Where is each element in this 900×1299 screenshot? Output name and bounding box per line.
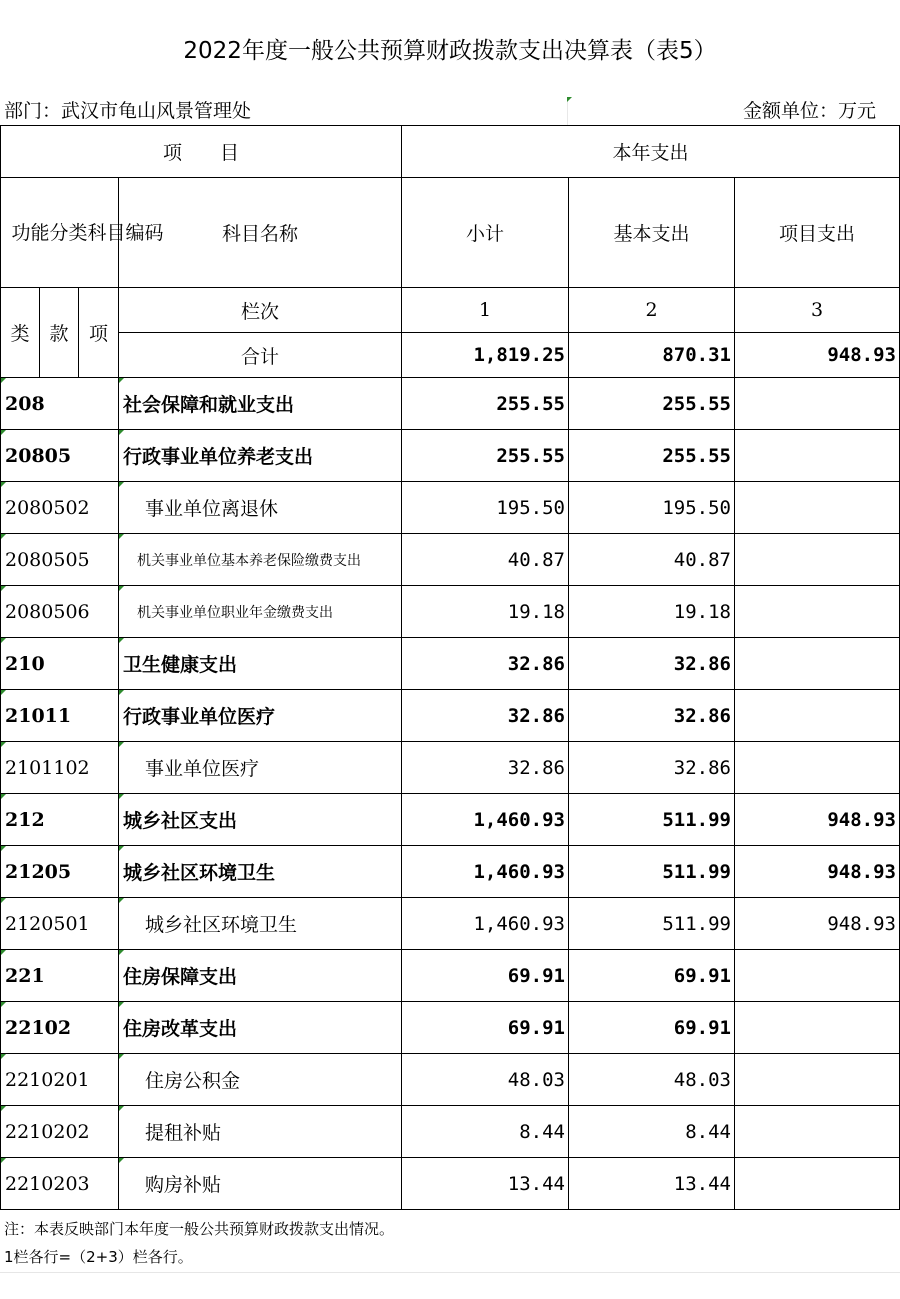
subtotal-value: 40.87 <box>402 534 569 586</box>
subtotal-value: 19.18 <box>402 586 569 638</box>
subject-name-text: 城乡社区环境卫生 <box>123 862 276 884</box>
total-row <box>1 333 900 378</box>
col-number-1: 1 <box>402 288 569 333</box>
cell-marker-icon <box>119 690 124 695</box>
cell-marker-icon <box>1 378 6 383</box>
basic-value: 255.55 <box>569 378 735 430</box>
header-row-lanci <box>1 288 900 333</box>
cell-marker-icon <box>119 1054 124 1059</box>
col-number-2: 2 <box>569 288 735 333</box>
subject-name <box>119 534 402 586</box>
subject-code <box>1 950 119 1002</box>
subject-code <box>1 430 119 482</box>
subtotal-value: 1,460.93 <box>402 898 569 950</box>
subject-code <box>1 1158 119 1210</box>
subject-name-text: 提租补贴 <box>145 1122 222 1144</box>
table-row <box>1 638 900 690</box>
subject-name-text: 城乡社区支出 <box>123 810 238 832</box>
total-label: 合计 <box>119 333 402 378</box>
cell-marker-icon <box>119 534 124 539</box>
subject-name <box>119 638 402 690</box>
subtotal-value: 195.50 <box>402 482 569 534</box>
subject-name-text: 住房保障支出 <box>123 966 238 988</box>
table-row <box>1 742 900 794</box>
total-subtotal: 1,819.25 <box>402 333 569 378</box>
basic-value: 511.99 <box>569 898 735 950</box>
basic-value: 19.18 <box>569 586 735 638</box>
subject-code-text: 2080506 <box>5 600 90 623</box>
subject-name-text: 行政事业单位养老支出 <box>123 446 314 468</box>
basic-value: 13.44 <box>569 1158 735 1210</box>
subject-code-text: 2210203 <box>5 1172 90 1195</box>
project-value: 948.93 <box>735 846 900 898</box>
subtotal-value: 32.86 <box>402 690 569 742</box>
subtotal-value: 69.91 <box>402 950 569 1002</box>
table-row <box>1 794 900 846</box>
table-row <box>1 586 900 638</box>
basic-value: 40.87 <box>569 534 735 586</box>
subject-code-text: 22102 <box>5 1016 72 1039</box>
total-basic: 870.31 <box>569 333 735 378</box>
basic-value: 32.86 <box>569 638 735 690</box>
subtotal-value: 1,460.93 <box>402 794 569 846</box>
cell-marker-icon <box>119 794 124 799</box>
subject-name <box>119 950 402 1002</box>
project-value: 948.93 <box>735 794 900 846</box>
subject-code <box>1 794 119 846</box>
subtotal-value: 48.03 <box>402 1054 569 1106</box>
cell-marker-icon <box>1 1158 6 1163</box>
cell-marker-icon <box>119 586 124 591</box>
subject-name <box>119 742 402 794</box>
subject-name <box>119 898 402 950</box>
project-value <box>735 430 900 482</box>
subject-name-text: 机关事业单位职业年金缴费支出 <box>137 604 333 621</box>
subject-code <box>1 482 119 534</box>
subject-code-text: 2101102 <box>5 756 90 779</box>
subtotal-value: 255.55 <box>402 430 569 482</box>
basic-value: 511.99 <box>569 794 735 846</box>
subject-code-text: 21011 <box>5 704 72 727</box>
table-row <box>1 482 900 534</box>
subject-code-text: 20805 <box>5 444 72 467</box>
subtotal-value: 32.86 <box>402 742 569 794</box>
subject-code <box>1 690 119 742</box>
cell-marker-icon <box>1 586 6 591</box>
subject-name-text: 住房改革支出 <box>123 1018 238 1040</box>
header-row-1 <box>1 126 900 178</box>
table-row <box>1 1158 900 1210</box>
cell-marker-icon <box>119 378 124 383</box>
header-xiang: 项 <box>79 288 119 378</box>
note-line-1: 注：本表反映部门本年度一般公共预算财政拨款支出情况。 <box>4 1220 395 1238</box>
subject-code-text: 210 <box>5 652 45 675</box>
cell-marker-icon <box>119 898 124 903</box>
page-title: 2022年度一般公共预算财政拨款支出决算表（表5） <box>183 37 717 64</box>
basic-value: 32.86 <box>569 690 735 742</box>
project-value <box>735 1106 900 1158</box>
header-item: 项 目 <box>1 126 402 178</box>
subject-name <box>119 1002 402 1054</box>
subject-code <box>1 1002 119 1054</box>
subject-name <box>119 1054 402 1106</box>
cell-marker-icon <box>1 638 6 643</box>
subject-code <box>1 534 119 586</box>
table-row <box>1 690 900 742</box>
header-row-2 <box>1 178 900 288</box>
subject-code-text: 2080505 <box>5 548 90 571</box>
subject-name <box>119 1158 402 1210</box>
subject-name-text: 卫生健康支出 <box>123 654 238 676</box>
table-row <box>1 1054 900 1106</box>
subject-code-text: 21205 <box>5 860 72 883</box>
subject-name <box>119 482 402 534</box>
note-line-2: 1栏各行=（2+3）栏各行。 <box>4 1248 193 1266</box>
basic-value: 69.91 <box>569 950 735 1002</box>
cell-marker-icon <box>1 846 6 851</box>
cell-marker-icon <box>1 1002 6 1007</box>
subject-code <box>1 638 119 690</box>
subject-code-text: 212 <box>5 808 45 831</box>
project-value <box>735 1158 900 1210</box>
footer-divider <box>0 1272 900 1273</box>
subject-name <box>119 794 402 846</box>
basic-value: 32.86 <box>569 742 735 794</box>
header-current-year: 本年支出 <box>402 126 900 178</box>
subtotal-value: 69.91 <box>402 1002 569 1054</box>
subject-name-text: 事业单位医疗 <box>145 758 260 780</box>
cell-marker-icon <box>119 430 124 435</box>
cell-marker-icon <box>119 638 124 643</box>
header-lei: 类 <box>1 288 40 378</box>
subtotal-value: 32.86 <box>402 638 569 690</box>
subject-code <box>1 586 119 638</box>
subject-name <box>119 690 402 742</box>
header-subtotal: 小计 <box>402 178 569 288</box>
subject-name <box>119 586 402 638</box>
table-row <box>1 378 900 430</box>
basic-value: 69.91 <box>569 1002 735 1054</box>
project-value <box>735 378 900 430</box>
cell-marker-icon <box>1 482 6 487</box>
table-row <box>1 898 900 950</box>
department-label: 部门：武汉市龟山风景管理处 <box>4 100 252 122</box>
cell-marker-icon <box>1 534 6 539</box>
cell-marker-icon <box>1 898 6 903</box>
subject-name <box>119 846 402 898</box>
subject-name-text: 城乡社区环境卫生 <box>145 914 298 936</box>
basic-value: 48.03 <box>569 1054 735 1106</box>
header-func-code: 功能分类科目编码 <box>1 178 119 288</box>
subject-code <box>1 378 119 430</box>
cell-marker-icon <box>1 742 6 747</box>
cell-marker-icon <box>567 97 572 102</box>
project-value <box>735 1054 900 1106</box>
subject-name-text: 机关事业单位基本养老保险缴费支出 <box>137 552 361 569</box>
subject-name-text: 住房公积金 <box>145 1070 241 1092</box>
project-value <box>735 482 900 534</box>
subject-code-text: 2210201 <box>5 1068 90 1091</box>
subtotal-value: 1,460.93 <box>402 846 569 898</box>
cell-marker-icon <box>119 950 124 955</box>
subtotal-value: 13.44 <box>402 1158 569 1210</box>
subject-code-text: 208 <box>5 392 45 415</box>
project-value <box>735 586 900 638</box>
subject-code <box>1 1106 119 1158</box>
cell-marker-icon <box>119 1106 124 1111</box>
cell-marker-icon <box>119 1002 124 1007</box>
table-row <box>1 1002 900 1054</box>
subject-name-text: 社会保障和就业支出 <box>123 394 295 416</box>
basic-value: 8.44 <box>569 1106 735 1158</box>
project-value <box>735 534 900 586</box>
cell-marker-icon <box>1 1106 6 1111</box>
subject-code-text: 2080502 <box>5 496 90 519</box>
header-subject-name: 科目名称 <box>119 178 402 288</box>
header-lanci: 栏次 <box>119 288 402 333</box>
subject-code <box>1 846 119 898</box>
basic-value: 511.99 <box>569 846 735 898</box>
cell-marker-icon <box>1 430 6 435</box>
subject-code <box>1 742 119 794</box>
table-row <box>1 430 900 482</box>
project-value <box>735 1002 900 1054</box>
table-row <box>1 846 900 898</box>
basic-value: 255.55 <box>569 430 735 482</box>
table-row <box>1 950 900 1002</box>
subject-code <box>1 1054 119 1106</box>
cell-marker-icon <box>1 1054 6 1059</box>
col-number-3: 3 <box>735 288 900 333</box>
subject-name <box>119 1106 402 1158</box>
project-value <box>735 690 900 742</box>
project-value <box>735 638 900 690</box>
total-project: 948.93 <box>735 333 900 378</box>
table-row <box>1 534 900 586</box>
cell-marker-icon <box>119 482 124 487</box>
subject-name <box>119 430 402 482</box>
subject-code-text: 221 <box>5 964 45 987</box>
subtotal-value: 255.55 <box>402 378 569 430</box>
cell-marker-icon <box>119 846 124 851</box>
subject-name-text: 购房补贴 <box>145 1174 222 1196</box>
cell-marker-icon <box>119 742 124 747</box>
basic-value: 195.50 <box>569 482 735 534</box>
header-basic: 基本支出 <box>569 178 735 288</box>
table-row <box>1 1106 900 1158</box>
expenditure-table <box>0 125 900 1210</box>
subject-code-text: 2120501 <box>5 912 90 935</box>
cell-marker-icon <box>1 690 6 695</box>
project-value <box>735 742 900 794</box>
cell-marker-icon <box>1 950 6 955</box>
cell-marker-icon <box>1 794 6 799</box>
subject-name-text: 事业单位离退休 <box>145 498 279 520</box>
subject-name-text: 行政事业单位医疗 <box>123 706 276 728</box>
cell-marker-icon <box>119 1158 124 1163</box>
subject-name <box>119 378 402 430</box>
subtotal-value: 8.44 <box>402 1106 569 1158</box>
subject-code <box>1 898 119 950</box>
header-project: 项目支出 <box>735 178 900 288</box>
unit-label: 金额单位：万元 <box>742 100 876 122</box>
project-value <box>735 950 900 1002</box>
subject-code-text: 2210202 <box>5 1120 90 1143</box>
project-value: 948.93 <box>735 898 900 950</box>
header-kuan: 款 <box>40 288 79 378</box>
